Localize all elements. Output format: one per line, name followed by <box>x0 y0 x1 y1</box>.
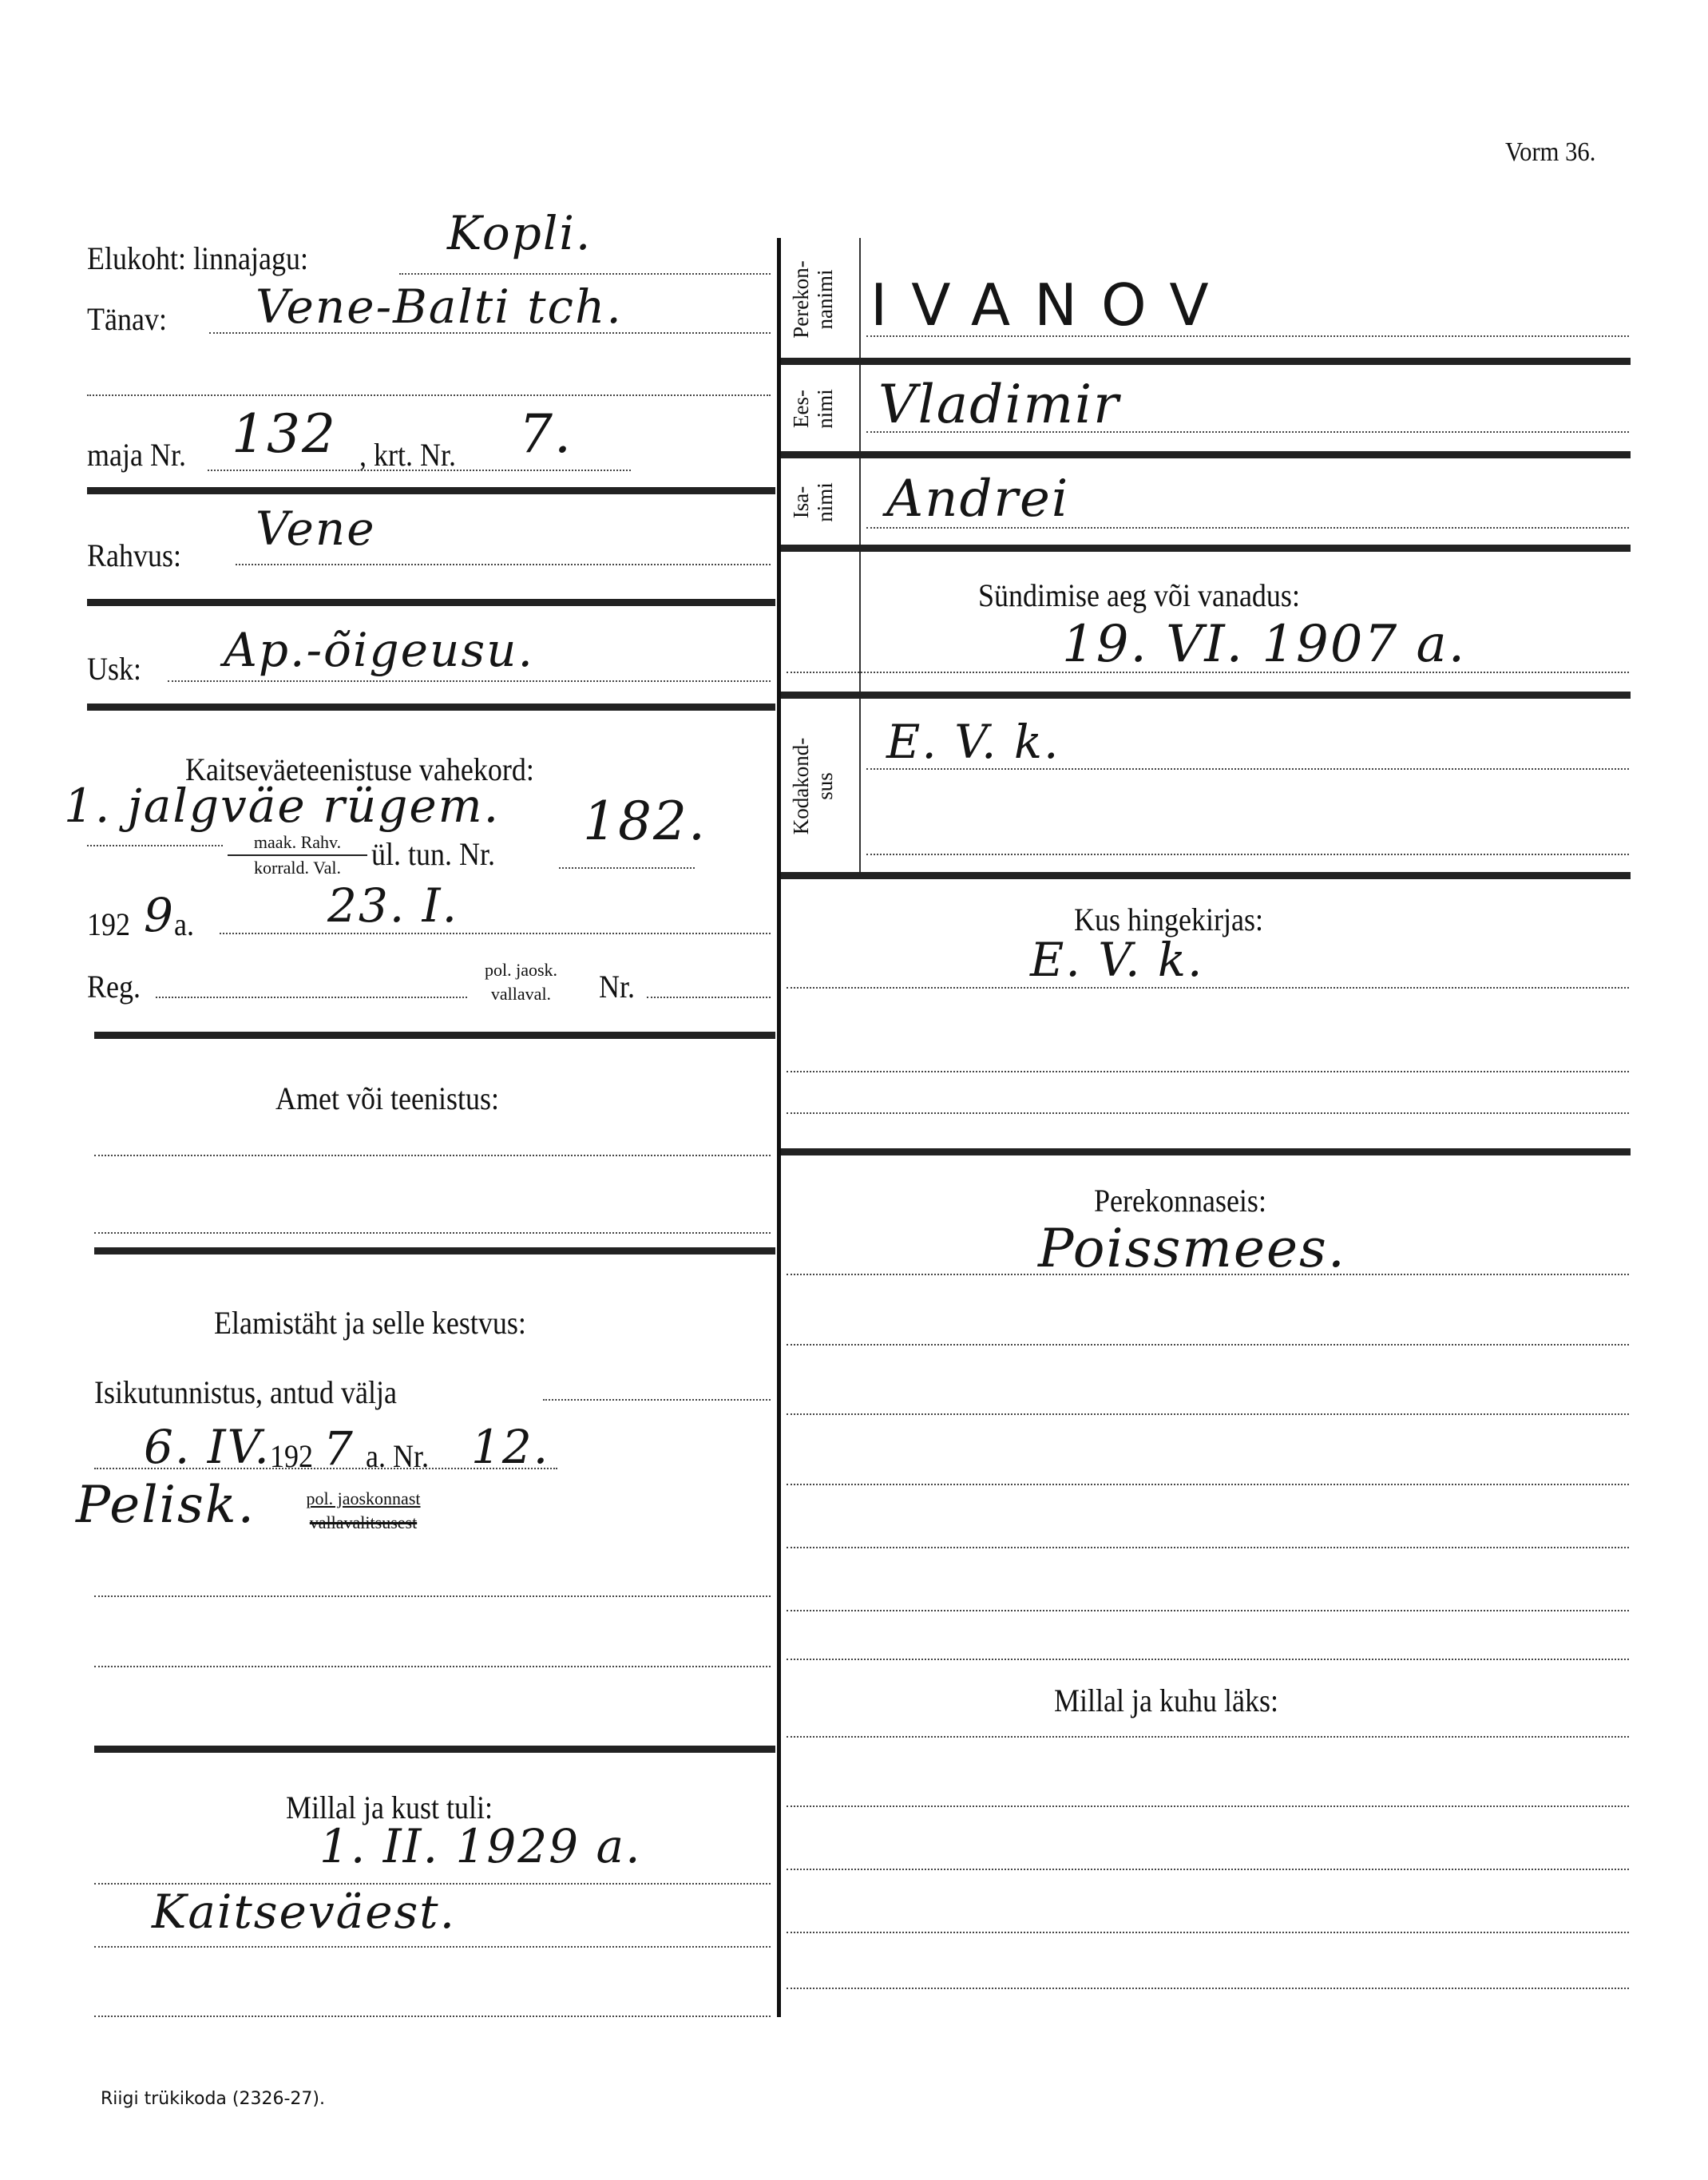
surname-line <box>866 335 1629 337</box>
marital-value[interactable]: Poissmees. <box>1038 1218 1346 1279</box>
occupation-label: Amet või teenistus: <box>275 1080 499 1116</box>
year-line <box>220 933 771 934</box>
military-line <box>87 845 223 846</box>
line <box>787 987 1629 989</box>
firstname-value[interactable]: Vladimir <box>878 374 1120 435</box>
label-line: nimi <box>813 482 837 522</box>
year-suffix: a. <box>174 906 194 942</box>
label-line: Perekon- <box>789 260 813 339</box>
military-nr-value[interactable]: 182. <box>583 791 707 852</box>
line <box>787 1413 1629 1415</box>
apartment-label: , krt. Nr. <box>359 437 456 473</box>
id-line <box>543 1399 771 1401</box>
surname-label <box>789 240 837 359</box>
issuer-fraction <box>275 1487 451 1535</box>
nationality-label: Rahvus: <box>87 537 182 573</box>
line <box>787 1071 1629 1072</box>
line <box>787 1869 1629 1870</box>
occupation-line <box>94 1155 771 1156</box>
citizenship-value[interactable]: E. V. k. <box>886 715 1060 769</box>
reg-fraction <box>475 958 567 1006</box>
arrival-label: Millal ja kust tuli: <box>286 1790 493 1825</box>
id-nr-value[interactable]: 12. <box>471 1420 550 1474</box>
birth-value[interactable]: 19. VI. 1907 a. <box>1062 615 1467 674</box>
military-date-value[interactable]: 23. I. <box>327 878 459 933</box>
religion-line <box>168 680 771 682</box>
military-fraction <box>228 830 367 880</box>
label-line: Kodakond- <box>789 737 813 835</box>
label-line: nimi <box>813 389 837 429</box>
line <box>787 1344 1629 1346</box>
nationality-value[interactable]: Vene <box>256 501 376 556</box>
line <box>787 1805 1629 1807</box>
fraction-bottom-struck: vallavalitsusest <box>309 1512 418 1532</box>
column-divider <box>777 238 781 2017</box>
military-nr-line <box>559 867 695 869</box>
id-year-prefix: 192 <box>270 1438 313 1474</box>
birth-label: Sündimise aeg või vanadus: <box>978 577 1300 613</box>
line <box>94 1946 771 1948</box>
marital-label: Perekonnaseis: <box>1094 1183 1266 1219</box>
citizenship-label <box>789 700 837 872</box>
street-label: Tänav: <box>87 301 167 337</box>
firstname-label <box>789 364 837 454</box>
line <box>787 1610 1629 1611</box>
label-line: Isa- <box>789 486 813 519</box>
line <box>94 2016 771 2017</box>
line <box>94 1666 771 1667</box>
rule <box>781 545 1631 552</box>
fraction-top: pol. jaoskonnast <box>306 1488 421 1508</box>
label-line: nanimi <box>813 269 837 330</box>
occupation-line <box>94 1232 771 1234</box>
house-line <box>208 470 631 471</box>
patronymic-label <box>789 458 837 546</box>
patronymic-value[interactable]: Andrei <box>886 470 1070 529</box>
reg-nr-line <box>647 997 771 998</box>
residence-duration-label: Elamistäht ja selle kestvus: <box>214 1305 526 1341</box>
arrival-from-value[interactable]: Kaitseväest. <box>152 1885 457 1939</box>
registry-label: Kus hingekirjas: <box>1074 902 1263 937</box>
line <box>787 1736 1629 1738</box>
year-digit[interactable]: 9 <box>144 888 175 942</box>
firstname-line <box>866 431 1629 433</box>
label-line: sus <box>813 772 837 800</box>
departure-label: Millal ja kuhu läks: <box>1054 1683 1278 1718</box>
fraction-bottom: korrald. Val. <box>254 858 341 878</box>
reg-line <box>156 997 467 998</box>
line <box>787 1112 1629 1114</box>
year-prefix: 192 <box>87 906 130 942</box>
nationality-line <box>236 564 771 565</box>
id-label: Isikutunnistus, antud välja <box>94 1374 397 1410</box>
id-year-digit[interactable]: 7 <box>323 1421 355 1476</box>
line <box>787 1659 1629 1660</box>
military-nr-label: ül. tun. Nr. <box>371 836 496 872</box>
patronymic-line <box>866 527 1629 529</box>
apartment-value[interactable]: 7. <box>519 403 573 465</box>
house-value[interactable]: 132 <box>232 403 337 465</box>
rule <box>781 451 1631 458</box>
residence-value[interactable]: Kopli. <box>447 206 592 260</box>
registry-value[interactable]: E. V. k. <box>1030 933 1204 987</box>
line <box>787 1988 1629 1989</box>
rule <box>87 487 775 494</box>
residence-label: Elukoht: linnajagu: <box>87 240 308 276</box>
line <box>787 1932 1629 1933</box>
fraction-bottom: vallaval. <box>490 984 552 1004</box>
citizenship-line <box>866 854 1629 855</box>
religion-value[interactable]: Ap.-õigeusu. <box>224 623 534 677</box>
form-number: Vorm 36. <box>1505 137 1596 167</box>
id-date-value[interactable]: 6. IV. <box>144 1420 271 1474</box>
line <box>787 1484 1629 1485</box>
citizenship-line <box>866 768 1629 770</box>
line <box>787 1547 1629 1548</box>
rule <box>781 358 1631 365</box>
religion-label: Usk: <box>87 651 142 687</box>
label-line: Ees- <box>789 390 813 428</box>
military-value[interactable]: 1. jalgväe rügem. <box>64 779 501 833</box>
rule <box>781 872 1631 879</box>
id-date-line <box>94 1468 557 1469</box>
fraction-top: maak. Rahv. <box>228 830 367 856</box>
birth-line <box>787 672 1629 673</box>
rule <box>781 1148 1631 1155</box>
printer-footer: Riigi trükikoda (2326-27). <box>101 2089 325 2109</box>
rule <box>87 704 775 711</box>
arrival-date-value[interactable]: 1. II. 1929 a. <box>319 1819 642 1873</box>
surname-value[interactable]: IVANOV <box>870 272 1233 339</box>
rule <box>94 1032 775 1039</box>
reg-nr-label: Nr. <box>599 969 635 1005</box>
house-label: maja Nr. <box>87 437 186 473</box>
rule <box>94 1247 775 1254</box>
line <box>787 1274 1629 1275</box>
residence-line <box>399 273 771 275</box>
street-value[interactable]: Vene-Balti tch. <box>256 279 623 334</box>
id-issuer-value[interactable]: Pelisk. <box>76 1476 256 1535</box>
address-extra-line <box>87 394 771 396</box>
label-column-divider <box>859 238 861 875</box>
rule <box>94 1746 775 1753</box>
fraction-top: pol. jaosk. <box>484 960 558 980</box>
rule <box>781 692 1631 699</box>
military-label: Kaitseväeteenistuse vahekord: <box>185 751 534 787</box>
reg-label: Reg. <box>87 969 141 1005</box>
rule <box>87 599 775 606</box>
id-nr-label: a. Nr. <box>366 1438 429 1474</box>
line <box>94 1595 771 1597</box>
